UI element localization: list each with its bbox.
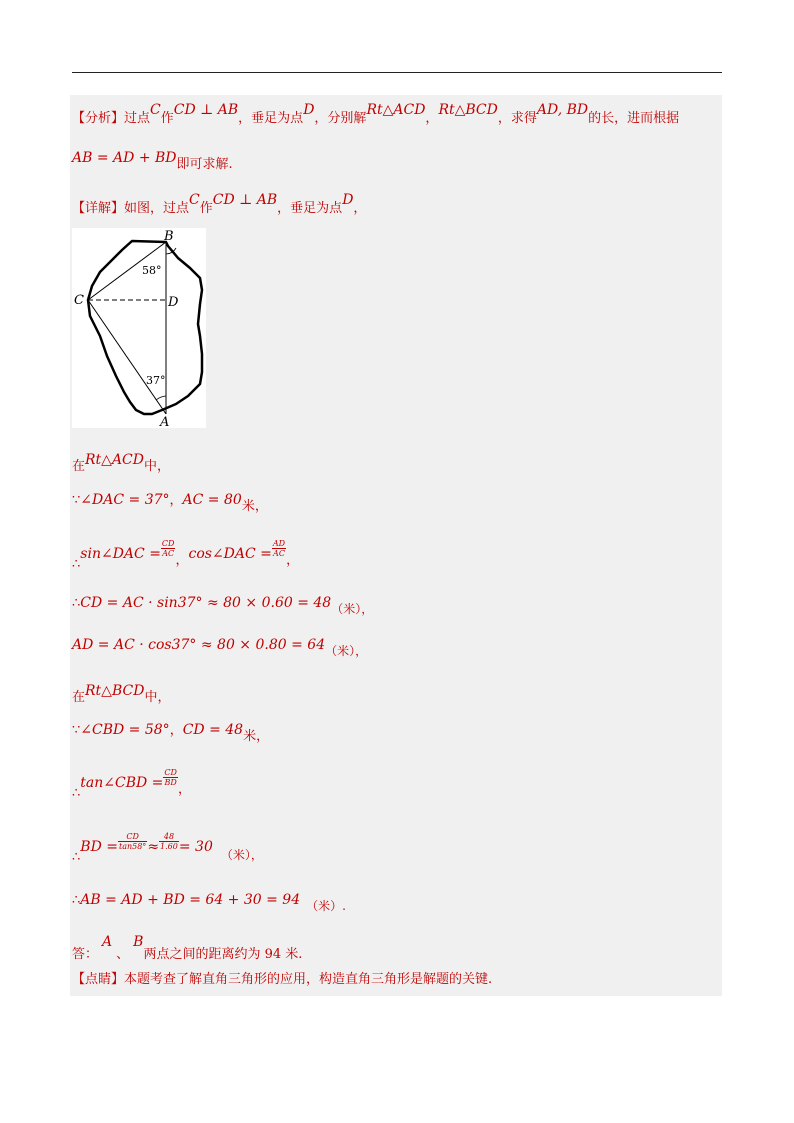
step-bd-value: ∴BD = $\frac{CD}{\tan 58^\circ}$ ≈ $\frac{48}{1.60}$ = 30 （米）， (72, 832, 263, 865)
angle-label-37: 37° (146, 374, 166, 387)
analysis-tag: 【分析】 (72, 111, 125, 126)
step-given-2: ∵∠CBD = 58°，CD = 48米， (72, 722, 270, 744)
label-b: B (164, 229, 174, 244)
point-d: D (303, 102, 315, 118)
sum-formula: AB = AD + BD (72, 150, 177, 166)
perp-statement: CD ⊥ AB (173, 102, 239, 118)
angle-label-58: 58° (142, 264, 162, 277)
step-cd-value: ∴CD = AC · sin37° ≈ 80 × 0.60 = 48（米）， (72, 595, 374, 616)
label-c: C (74, 293, 84, 308)
segments: AD, BD (536, 102, 589, 118)
label-d: D (168, 295, 179, 310)
step-trig-ratios: ∴sin∠DAC = $\frac{CD}{AC}$ ，cos∠DAC = $\frac{AD}{AC}$ ， (72, 539, 300, 572)
fraction-cd-tan58: $\frac{CD}{\tan 58^\circ}$ (118, 832, 147, 851)
analysis-line-1: 【分析】过点C作CD ⊥ AB，垂足为点D，分别解Rt△ACD，Rt△BCD，求得AD, BD的长，进而根据 (72, 102, 680, 126)
detail-tag: 【详解】 (72, 201, 125, 216)
step-tan-ratio: ∴tan∠CBD = $\frac{CD}{BD}$ ， (72, 768, 191, 801)
geometry-figure (72, 228, 206, 428)
fraction-cd-bd: $\frac{CD}{BD}$ (164, 768, 177, 787)
analysis-line-2: AB = AD + BD即可求解. (72, 150, 233, 172)
angle-arc-a (156, 396, 166, 400)
label-a: A (160, 415, 170, 428)
triangle-bcd: Rt△BCD (438, 102, 498, 118)
fraction-ad-ac: $\frac{AD}{AC}$ (272, 539, 286, 558)
step-ad-value: AD = AC · cos37° ≈ 80 × 0.80 = 64（米）， (72, 637, 368, 658)
comment-line: 【点睛】本题考查了解直角三角形的应用，构造直角三角形是解题的关键. (72, 972, 493, 987)
point-c: C (150, 102, 161, 118)
detail-line: 【详解】如图，过点C作CD ⊥ AB，垂足为点D， (72, 192, 367, 216)
figure-svg (72, 228, 206, 428)
fraction-48-160: $\frac{48}{1.60}$ (160, 832, 178, 851)
step-in-acd: 在Rt△ACD中， (72, 452, 171, 474)
triangle-acd: Rt△ACD (366, 102, 426, 118)
step-ab-value: ∴AB = AD + BD = 64 + 30 = 94 （米）. (72, 892, 346, 913)
header-rule (72, 72, 722, 73)
answer-line: 答：A、B两点之间的距离约为 94 米. (72, 934, 303, 962)
comment-tag: 【点睛】 (72, 972, 125, 987)
step-in-bcd: 在Rt△BCD中， (72, 683, 171, 705)
fraction-cd-ac: $\frac{CD}{AC}$ (161, 539, 175, 558)
step-given-1: ∵∠DAC = 37°，AC = 80米， (72, 492, 268, 514)
